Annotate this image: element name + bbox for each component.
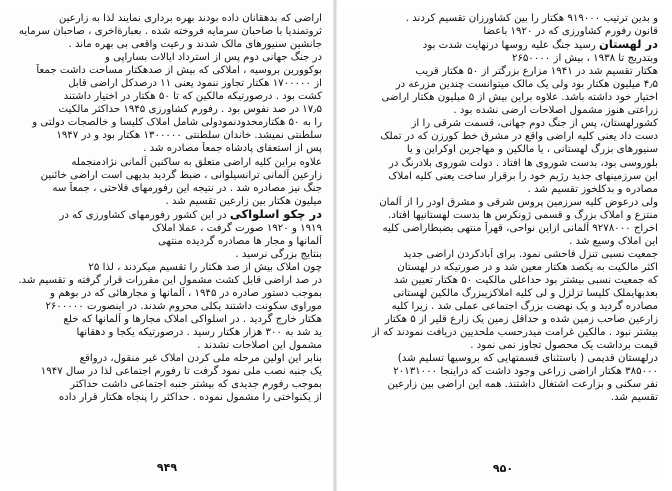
text-line: آلمانها و مجار ها مصادره گردیده منتهی — [158, 235, 322, 247]
page-number-right: ۹۵۰ — [492, 462, 514, 475]
text-line: رسید جنگ علیه روسها درنهایت شدت بود — [422, 40, 596, 52]
text-line: این سرزمینهای جدید رژیم خود را برقرار ساخت یعنی کلیه املاک — [388, 170, 658, 182]
book-gutter — [333, 0, 337, 491]
text-line: در صد اراضی قابل کشت مشمول این مقررات قرار گرفته و تقسیم شد. — [18, 274, 322, 286]
text-line: اکثر مالکیت به یکصد هکتار معین شد و در صورتیکه در لهستان — [397, 261, 658, 273]
text-line: قانون رفورم کشاورزی که در ۱۹۲۰ باعضا — [483, 26, 658, 38]
text-line: میلیون هکتار بین زارعین تقسیم شد . — [165, 195, 322, 207]
text-line: وبتدریج تا ۱۹۳۸ ، بیش از ۲۶۵۰۰۰۰ — [511, 53, 658, 65]
text-line: زراعتی هنوز مشمول اصلاحات ارضی نشده بود . — [453, 105, 658, 117]
text-line: سنیورهای بزرگ لهستانی ، یا مالکین و مهاجرین اوکراین و یا — [406, 144, 658, 156]
text-line: قیمت برداشت یک محصول تجاوز نمی نمود . — [470, 340, 658, 352]
text-line: ولی درعوض کلیه سرزمین پروس شرقی و مشرق اودر را از آلمان — [379, 196, 658, 208]
text-line: جمعیت نسبی تنزل فاحشی نمود. برای آبادکردن اراضی جدید — [403, 248, 658, 260]
text-line: بموجب رفورم جدیدی که بیشتر جنبه اجتماعی داشت حداکثر — [70, 379, 322, 391]
text-line: مصادره گردید و یک نهضت بزرگ اجتماعی عملی شد . زیرا کلیه — [391, 301, 658, 313]
text-line: زارعین صاحب زمین شده و حداقل زمین یک زارع قلیر از ۵ هکتار — [384, 314, 658, 326]
page-number-left: ۹۴۹ — [156, 461, 178, 474]
text-line: که جمعیت نسبی بیشتر بود حداعلی مالکیت ۵۰ هکتار تعیین شد — [393, 274, 658, 286]
text-line: بموجب دستور صادره در ۱۹۴۵ ، آلمانها و مجارهائی که در بوهم و — [50, 287, 322, 299]
text-line: تقسیم شد. — [610, 392, 658, 404]
left-page — [6, 8, 328, 478]
text-line: از ۱۷۰۰۰۰۰ هکتار تجاوز ننمود یعنی ۱۱ درصدکل اراضی قابل — [68, 78, 322, 90]
text-line: این املاک وسیع شد . — [569, 235, 658, 247]
right-page — [342, 8, 664, 478]
text-line: ۱۹۱۹ و ۱۹۲۰ صورت گرفت ، عملا املاک — [152, 222, 322, 234]
text-line: دست داد یعنی کلیه اراضی واقع در مشرق خط کورزن که در تملک — [380, 131, 658, 143]
text-line: منتزع و املاک بزرگ و قسمی ژونکرس ها بدست لهستانیها افتاد. — [388, 209, 658, 221]
right-page-text — [348, 12, 658, 404]
section-heading-poland: در لهستان — [599, 38, 658, 52]
text-line: در این کشور رفورمهای کشاورزی که در — [59, 209, 227, 221]
text-line: جانشین سنیورهای مالک شدند و رعیت واقعی بی بهره ماند . — [68, 39, 322, 51]
text-line: اراضی که بدهقانان داده بودند بهره برداری نمایند لذا به زارعین — [58, 13, 322, 24]
text-line: کشت بود . درصورتیکه مالکین که تا ۵۰ هکتار در اختیار داشتند — [63, 91, 322, 103]
text-line: سلطنتی نمیشد. خاندان سلطنتی ۱۳۰۰۰۰۰ هکتار بود و در ۱۹۴۷ — [56, 130, 322, 142]
text-line: یک جنبه نصب ملی نمود گرفت تا رفورم اجتماعی لذا در سال ۱۹۴۷ — [40, 366, 322, 378]
text-line: کشورلهستان، پس از جنگ دوم جهانی، قسمت شرقی را از — [411, 118, 658, 130]
text-line: ۱۷٫۵ در صد نفوس بود . رفورم کشاورزی ۱۹۴۵ حداکثر مالکیت — [58, 104, 322, 116]
text-line: ۴٫۵ میلیون هکتار بود ولی یک مالک میتوانست چندین مزرعه در — [395, 79, 658, 91]
left-page-text — [12, 12, 322, 404]
text-line: زارعین آلمانی ترانسیلوانی ، ضبط گردید بدیهی است اراضی خائنین — [40, 169, 322, 181]
text-line: را به ۵۰ هکتارمحدودنمودولی شامل املاک کلیسا و خالصجات دولتی و — [32, 117, 322, 129]
text-line: بلوروسی بود، بدست شوروی ها افتاد . دولت شوروی بلادرنگ در — [388, 157, 658, 169]
section-heading-czech: در چکو اسلواکی — [229, 207, 322, 221]
text-line: بوکوورین بروسیه ، املاکی که بیش از صدهکتار مساحت داشت جمعاً — [36, 65, 322, 77]
text-line: مصادره و بدکلخوز تقسیم شد . — [527, 183, 658, 195]
text-line: بنابر این اولین مرحله ملی کردن املاک غیر منقول، درواقع — [79, 353, 322, 365]
text-line: از یکنواختی را مشمول نموده . حداکثر را پنجاه هکتار قرار داده — [58, 392, 322, 404]
text-line: اختیار خود داشته باشد. علاوه براین بیش از ۵ میلیون هکتار اراضی — [381, 92, 658, 104]
text-line: موراوی سکونت داشتند یکلی محروم شدند. در اینصورت ۲۶۰۰۰۰۰ — [45, 301, 322, 313]
text-line: بعدبهایملک کلیسا تزلزل و لی کلیه املاکزیبزرگ مالکین لهستانی — [392, 287, 658, 299]
text-line: ۳۸۵۰۰۰ هکتار اراضی زراعی وجود داشت که دراینجا ۲۰۱۳۱۰۰۰ — [393, 366, 658, 378]
poland-heading-line — [348, 38, 658, 52]
text-line: جنگ نیز مصادره شد . در نتیجه این رفورمهای فلاحتی ، جمعاً سه — [52, 182, 322, 194]
czech-heading-line — [12, 208, 322, 222]
text-line: بنتایج بزرگی نرسید . — [235, 248, 322, 260]
text-line: بیشتر نبود . مالکین غرامت میدرحسب ملحدیین دریافت نمودند که از — [371, 327, 658, 339]
text-line: درلهستان قدیمی ( باستثنای قسمتهایی که بروسیها تسلیم شد) — [397, 353, 658, 365]
text-line: مشمول این اصلاحات نشدند . — [197, 340, 322, 352]
text-line: چون املاک بیش از صد هکتار را تقسیم میکردند ، لذا ۲۵ — [88, 261, 322, 273]
text-line: اخراج ۹۲۷۸۰۰۰ آلمانی ازاین نواحی، قهراً منتهی بضبطاراضی کلیه — [382, 222, 658, 234]
text-line: در جنگ جهانی دوم پس از استرداد ایالات بساراپی و — [104, 52, 322, 64]
text-line: هکتار تقسیم شد در ۱۹۴۱ مزارع بزرگتر از ۵۰ هکتار قریب — [415, 66, 658, 78]
text-line: هکتار خارج گردید . در اسلواکی املاک مجارها و آلمانها که خلع — [63, 314, 322, 326]
text-line: پس از استعفای پادشاه جمعاً مصادره شد . — [143, 143, 322, 155]
text-line: و بدین ترتیب ۹۱۹۰۰۰ هکتار را بین کشاورزان تقسیم کردند . — [405, 13, 658, 24]
text-line: ید شد به ۳۰۰ هزار هکتار رسید . درصورتیکه یکجا و دهقانها — [76, 327, 322, 339]
text-line: ثروتمندیا با صاحبان سرمایه فروخته شده . بعبارةاخری ، صاحبان سرمایه — [18, 26, 322, 38]
text-line: علاوه براین کلیه اراضی متعلق به ساکنین آلمانی نژادمنجمله — [71, 156, 322, 168]
text-line: نفر سکنی و بزارعت اشتغال داشتند. همه این اراضی بین زارعین — [387, 379, 658, 391]
